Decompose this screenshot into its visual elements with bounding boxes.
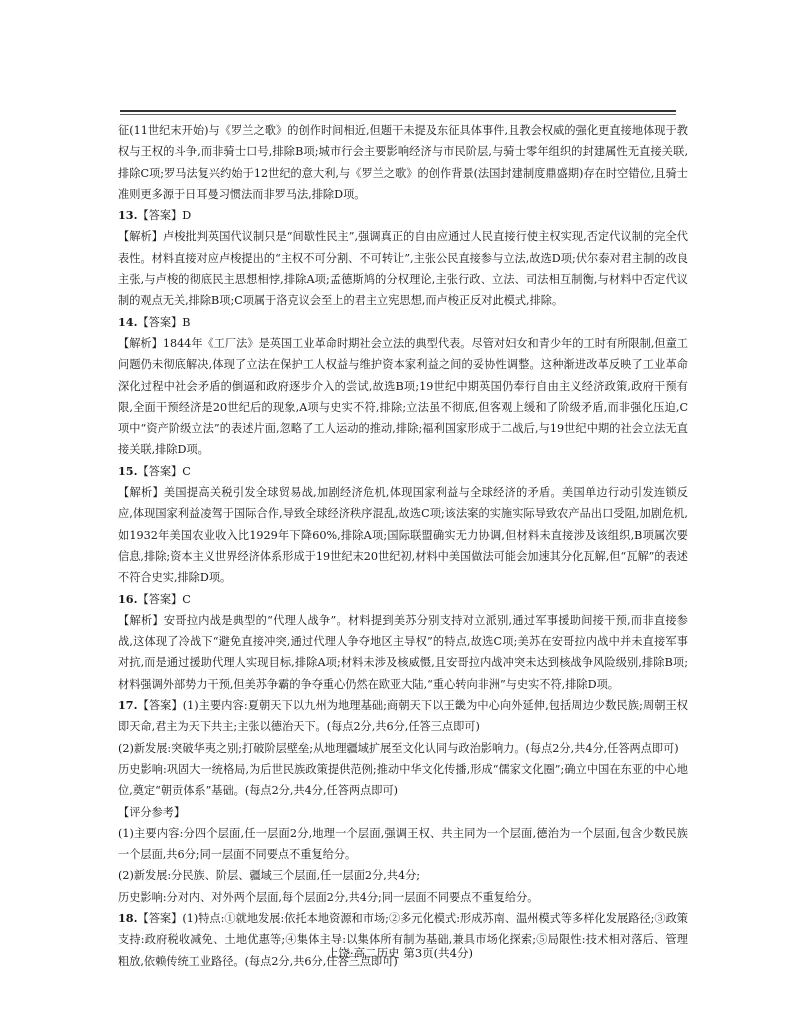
scoring-2: (2)新发展:分民族、阶层、疆域三个层面,任一层面2分,共4分;	[118, 869, 421, 883]
question-number: 13.	[118, 208, 138, 223]
answer-part-2: (2)新发展:突破华夷之别;打破阶层壁垒;从地理疆域扩展至文化认同与政治影响力。(每点2分,共4分,任答两点即可)	[118, 741, 679, 755]
scoring-title: 【评分参考】	[118, 805, 186, 819]
answer-label: 【答案】C	[137, 592, 191, 606]
answer-part-1: 【答案】(1)主要内容:夏朝天下以九州为地理基础;商朝天下以王畿为中心向外延伸,包括周边少数民族;周朝王权即天命,君主为天下共主;主张以德治天下。(每点2分,共6分,任答三点即可)	[118, 699, 688, 734]
analysis-text: 【解析】安哥拉内战是典型的“代理人战争”。材料提到美苏分别支持对立派别,通过军事援助间接干预,而非直接参战,这体现了冷战下“避免直接冲突,通过代理人争夺地区主导权”的特点,故选C项;美苏在安哥拉内战中并未直接军事对抗,而是通过援助代理人实现目标,排除A项;材料未涉及核威慑,且安哥拉内战冲突未达到核战争风险级别,排除B项;材料强调外部势力干预,但美苏争霸的争夺重心仍然在欧亚大陆,“重心转向非洲”与史实不符,排除D项。	[118, 613, 688, 691]
continued-paragraph: 征(11世纪末开始)与《罗兰之歌》的创作时间相近,但题干未提及东征具体事件,且教会权威的强化更直接地体现于教权与王权的斗争,而非骑士口号,排除B项;城市行会主要影响经济与市民阶层,与骑士零年组织的封建属性无直接关联,排除C项;罗马法复兴约始于12世纪的意大利,与《罗兰之歌》的创作背景(法国封建制度鼎盛期)存在时空错位,且骑士准则更多源于日耳曼习惯法而非罗马法,排除D项。	[118, 124, 688, 201]
answer-label: 【答案】D	[137, 209, 192, 223]
header-rule-thin	[120, 114, 676, 115]
header-rule	[120, 110, 676, 112]
question-14	[118, 312, 688, 461]
question-number: 18.	[118, 910, 138, 925]
analysis-text: 【解析】卢梭批判英国代议制只是“间歇性民主”,强调真正的自由应通过人民直接行使主权实现,否定代议制的完全代表性。材料直接对应卢梭提出的“主权不可分割、不可转让”,主张公民直接参与立法,故选D项;伏尔泰对君主制的改良主张,与卢梭的彻底民主思想相悖,排除A项;孟德斯鸠的分权理论,主张行政、立法、司法相互制衡,与材料中否定代议制的观点无关,排除B项;C项属于洛克议会至上的君主立宪思想,而卢梭正反对此模式,排除。	[118, 230, 688, 308]
question-16	[118, 589, 688, 695]
answer-label: 【答案】B	[137, 315, 191, 329]
answer-text: 【答案】(1)特点:①就地发展:依托本地资源和市场;②多元化模式:形成苏南、温州模式等多样化发展路径;③政策支持:政府税收减免、土地优惠等;④集体主导:以集体所有制为基础,兼具市场化探索;⑤局限性:技术相对落后、管理粗放,依赖传统工业路径。(每点2分,共6分,任答三点即可)	[118, 911, 688, 968]
question-18	[118, 908, 688, 972]
scoring-3: 历史影响:分对内、对外两个层面,每个层面2分,共4分;同一层面不同要点不重复给分。	[118, 890, 539, 904]
answer-content	[118, 120, 688, 972]
analysis-text: 【解析】美国提高关税引发全球贸易战,加剧经济危机,体现国家利益与全球经济的矛盾。美国单边行动引发连锁反应,体现国家利益凌驾于国际合作,导致全球经济秩序混乱,故选C项;该法案的实施实际导致农产品出口受阻,加剧危机,如1932年美国农业收入比1929年下降60%,排除A项;国际联盟确实无力协调,但材料未直接涉及该组织,B项属次要信息,排除;资本主义世界经济体系形成于19世纪末20世纪初,材料中美国做法可能会加速其分化瓦解,但“瓦解”的表述不符合史实,排除D项。	[118, 486, 688, 585]
question-number: 14.	[118, 314, 138, 329]
question-number: 17.	[118, 698, 138, 713]
question-15	[118, 461, 688, 589]
question-17	[118, 695, 688, 908]
analysis-text: 【解析】1844年《工厂法》是英国工业革命时期社会立法的典型代表。尽管对妇女和青少年的工时有所限制,但童工问题仍未彻底解决,体现了立法在保护工人权益与维护资本家利益之间的妥协性调整。这种渐进改革反映了工业革命深化过程中社会矛盾的倒逼和政府逐步介入的尝试,故选B项;19世纪中期英国仍奉行自由主义经济政策,政府干预有限,全面干预经济是20世纪后的现象,A项与史实不符,排除;立法虽不彻底,但客观上缓和了阶级矛盾,而非强化压迫,C项中“资产阶级立法”的表述片面,忽略了工人运动的推动,排除;福利国家形成于二战后,与19世纪中期的社会立法无直接关联,排除D项。	[118, 336, 688, 457]
question-13	[118, 205, 688, 311]
scoring-1: (1)主要内容:分四个层面,任一层面2分,地理一个层面,强调王权、共主同为一个层面,德治为一个层面,包含少数民族一个层面,共6分;同一层面不同要点不重复给分。	[118, 826, 688, 862]
answer-part-3: 历史影响:巩固大一统格局,为后世民族政策提供范例;推动中华文化传播,形成“儒家文化圈”;确立中国在东亚的中心地位,奠定“朝贡体系”基础。(每点2分,共4分,任答两点即可)	[118, 762, 688, 798]
question-number: 16.	[118, 591, 138, 606]
answer-label: 【答案】C	[137, 464, 191, 478]
page-footer: 上饶·高二历史 第3页(共4分)	[327, 946, 473, 960]
question-number: 15.	[118, 463, 138, 478]
